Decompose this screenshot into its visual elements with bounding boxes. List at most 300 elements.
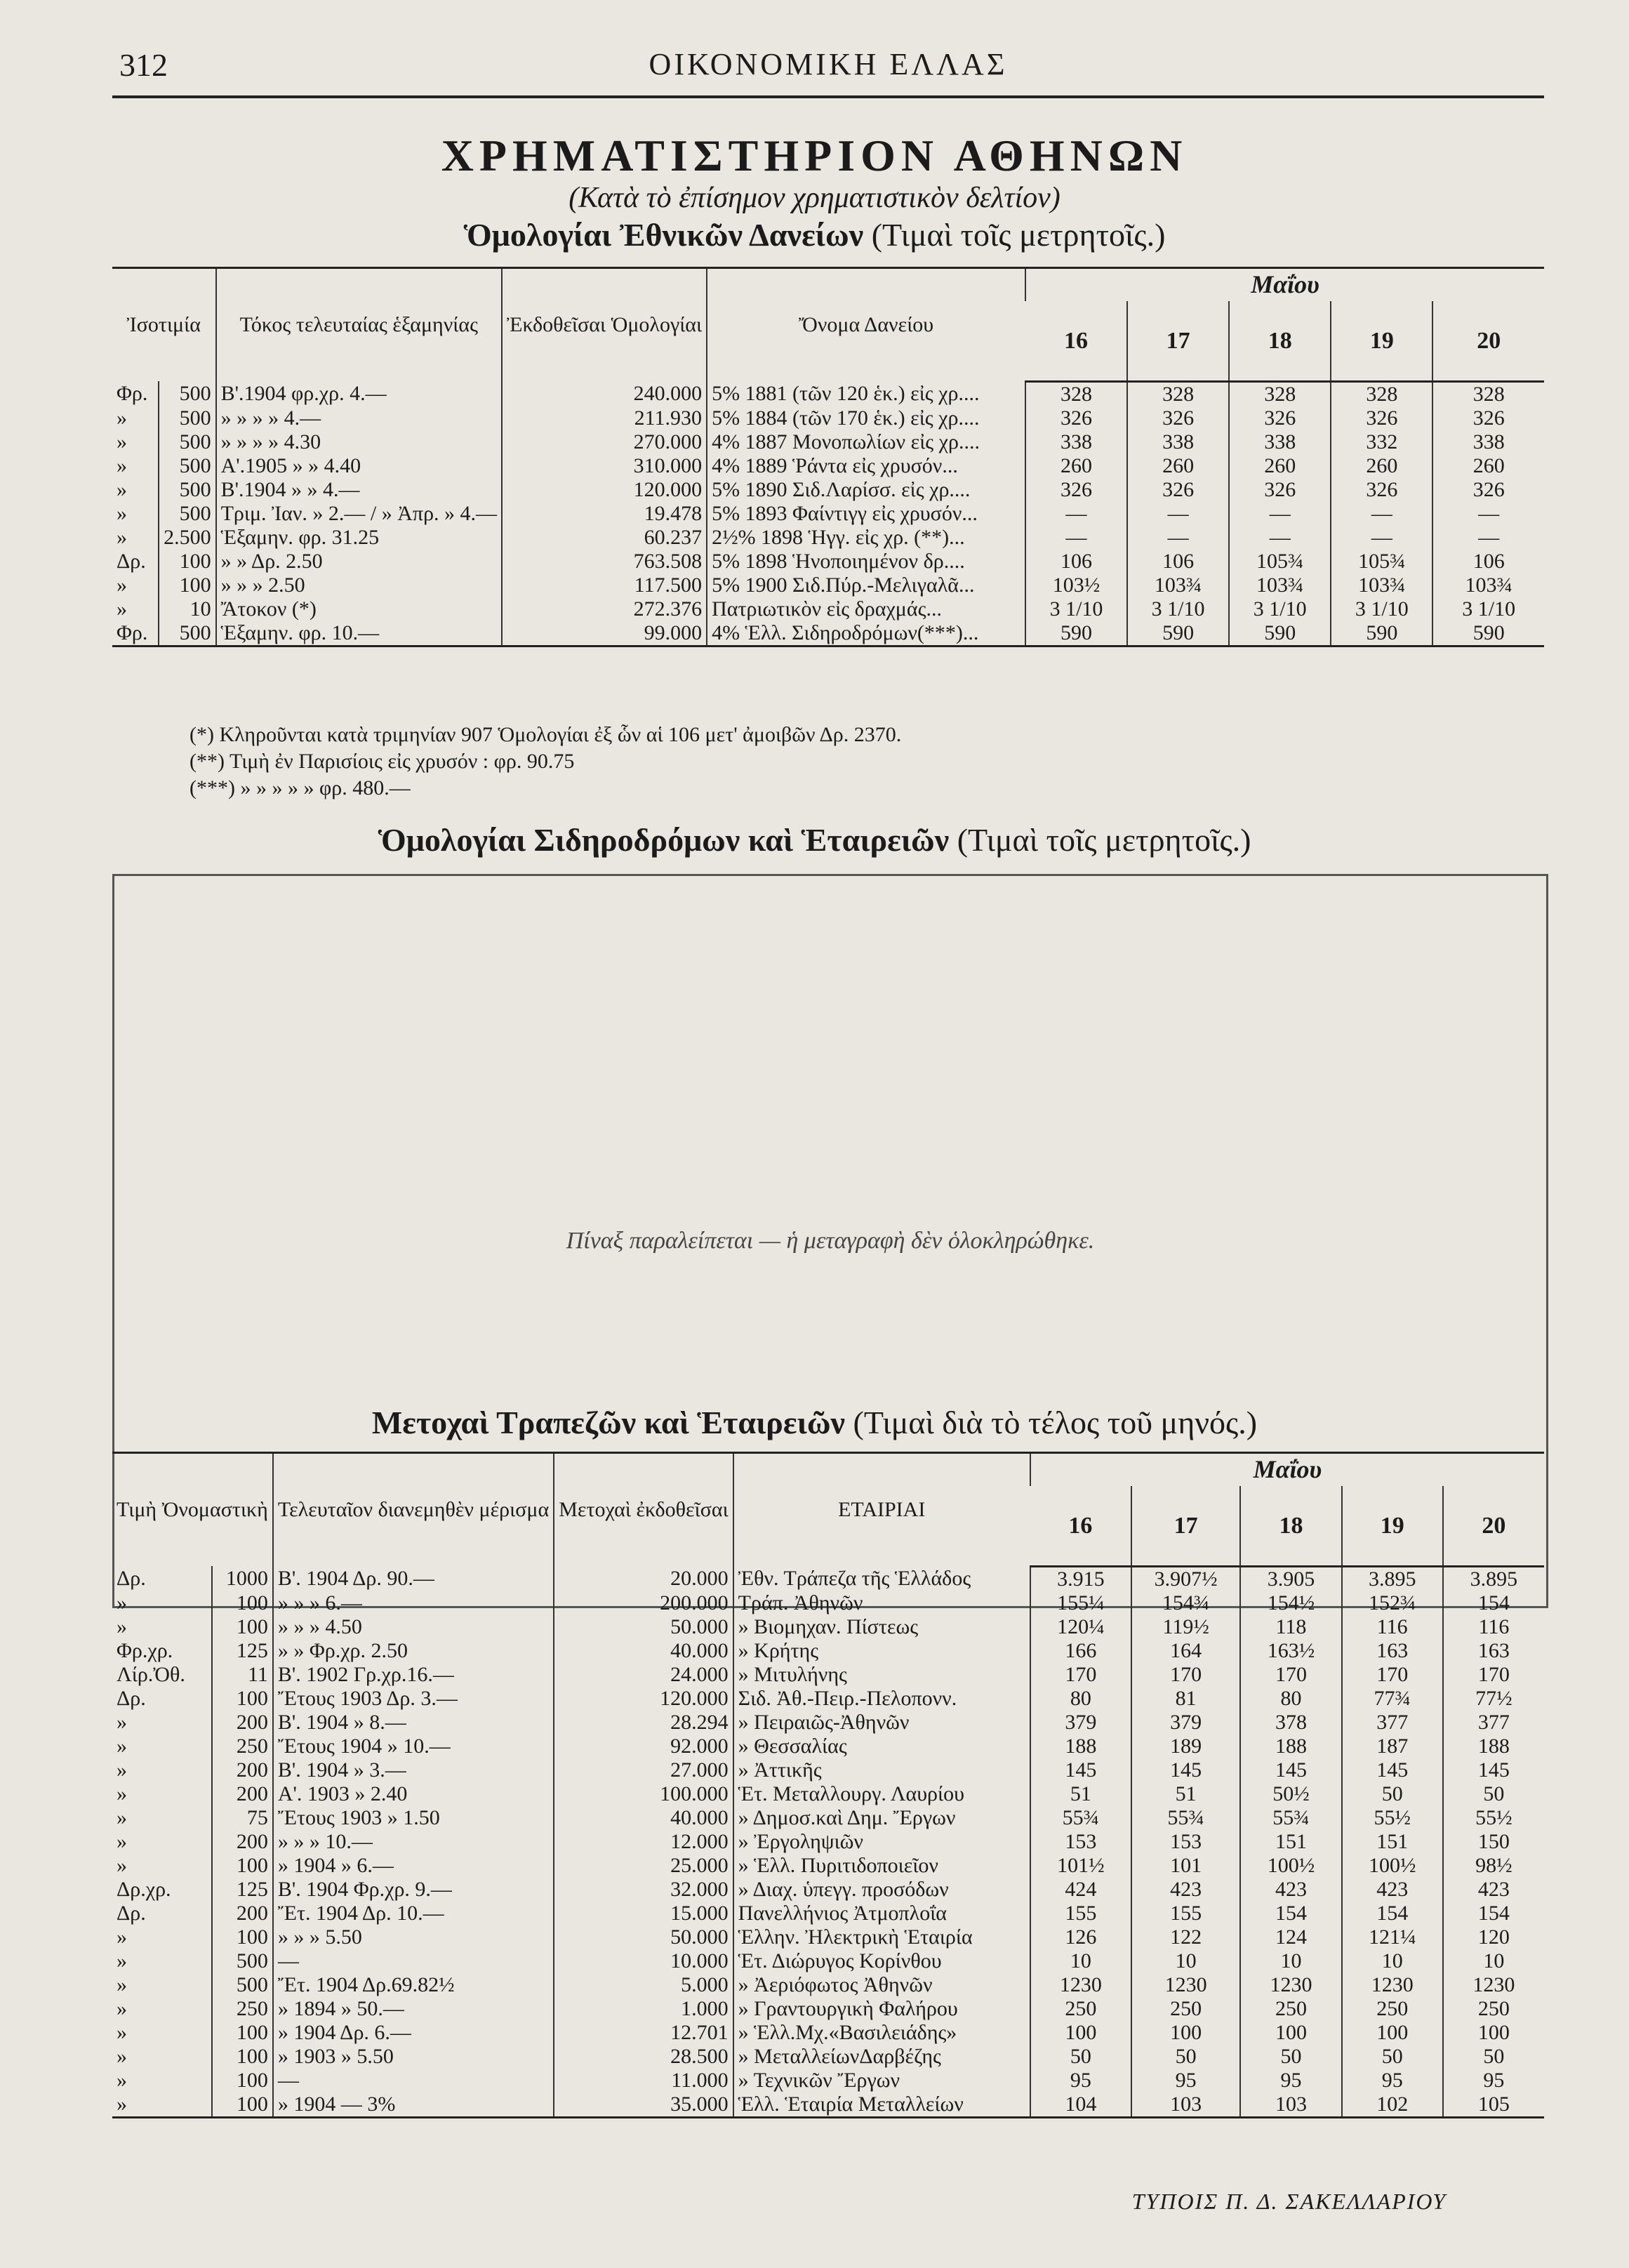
price-cell: 590: [1127, 621, 1229, 646]
loan-name-cell: 5% 1884 (τῶν 170 ἑκ.) εἰς χρ....: [707, 406, 1025, 430]
currency-cell: »: [117, 1805, 127, 1829]
par-cell: 75: [212, 1806, 273, 1830]
price-cell: —: [1432, 526, 1544, 550]
company-name-cell: » Πειραιῶς-Ἀθηνῶν: [733, 1711, 1030, 1735]
table-row: [112, 406, 1544, 430]
price-cell: 80: [1030, 1687, 1131, 1711]
currency-cell: »: [117, 2068, 127, 2092]
currency-cell: Δρ.: [117, 1901, 146, 1925]
day-header: 18: [1240, 1486, 1341, 1566]
par-cell: 11: [212, 1663, 273, 1687]
loan-name-cell: 5% 1881 (τῶν 120 ἑκ.) εἰς χρ....: [707, 381, 1025, 406]
shares-cell: 50.000: [554, 1925, 733, 1949]
par-cell: 125: [212, 1639, 273, 1663]
currency-cell: »: [117, 1591, 127, 1614]
price-cell: 100: [1240, 2021, 1341, 2045]
dividend-cell: » 1903 » 5.50: [273, 2045, 554, 2069]
price-cell: 250: [1131, 1997, 1240, 2021]
table-row: [112, 573, 1544, 597]
currency-cell: »: [117, 1734, 127, 1758]
table-row: [112, 1830, 1544, 1854]
shares-cell: 200.000: [554, 1591, 733, 1615]
day-header: 20: [1443, 1486, 1544, 1566]
table-row: [112, 430, 1544, 454]
table-row: [112, 478, 1544, 502]
price-cell: 151: [1240, 1830, 1341, 1854]
price-cell: 80: [1240, 1687, 1341, 1711]
price-cell: 120: [1443, 1925, 1544, 1949]
price-cell: 124: [1240, 1925, 1341, 1949]
currency-cell: »: [117, 1853, 127, 1877]
price-cell: 103¾: [1331, 573, 1432, 597]
day-header: 20: [1432, 301, 1544, 381]
price-cell: 50½: [1240, 1782, 1341, 1806]
par-cell: 100: [212, 1925, 273, 1949]
coupon-cell: » » » » 4.30: [216, 430, 502, 454]
par-cell: 10: [159, 597, 216, 621]
price-cell: 590: [1331, 621, 1432, 646]
price-cell: 106: [1432, 550, 1544, 573]
footnote: (*) Κληροῦνται κατὰ τριμηνίαν 907 Ὁμολογίαι ἐξ ὧν αἱ 106 μετ' ἀμοιβῶν Δρ. 2370.: [190, 723, 902, 746]
dividend-cell: Ἔτ. 1904 Δρ.69.82½: [273, 1973, 554, 1997]
currency-cell: »: [117, 525, 127, 549]
price-cell: 326: [1331, 406, 1432, 430]
loan-name-cell: 4% 1887 Μονοπωλίων εἰς χρ....: [707, 430, 1025, 454]
company-name-cell: Πανελλήνιος Ἀτμοπλοΐα: [733, 1902, 1030, 1925]
table-row: [112, 1782, 1544, 1806]
col-shares-issued: Μετοχαὶ ἐκδοθεῖσαι: [554, 1453, 733, 1567]
price-cell: 163½: [1240, 1639, 1341, 1663]
price-cell: 145: [1443, 1758, 1544, 1782]
price-cell: 424: [1030, 1878, 1131, 1902]
company-name-cell: » Δημοσ.καὶ Δημ. Ἔργων: [733, 1806, 1030, 1830]
price-cell: 326: [1127, 478, 1229, 502]
currency-cell: Λίρ.Ὀθ.: [117, 1662, 185, 1686]
price-cell: 145: [1342, 1758, 1443, 1782]
price-cell: 260: [1127, 454, 1229, 478]
day-header: 16: [1030, 1486, 1131, 1566]
price-cell: 119½: [1131, 1615, 1240, 1639]
bank-shares-table: [112, 1452, 1544, 2118]
price-cell: 106: [1025, 550, 1127, 573]
shares-cell: 32.000: [554, 1878, 733, 1902]
par-cell: 500: [159, 502, 216, 526]
shares-cell: 100.000: [554, 1782, 733, 1806]
issued-cell: 763.508: [502, 550, 707, 573]
company-name-cell: » Κρήτης: [733, 1639, 1030, 1663]
dividend-cell: Β'. 1902 Γρ.χρ.16.—: [273, 1663, 554, 1687]
par-cell: 100: [212, 1687, 273, 1711]
par-cell: 500: [159, 478, 216, 502]
company-name-cell: » Βιομηχαν. Πίστεως: [733, 1615, 1030, 1639]
price-cell: 103: [1131, 2093, 1240, 2118]
price-cell: 3.907½: [1131, 1566, 1240, 1591]
price-cell: 154½: [1240, 1591, 1341, 1615]
currency-cell: »: [117, 1710, 127, 1734]
table-row: [112, 2045, 1544, 2069]
price-cell: 189: [1131, 1735, 1240, 1758]
shares-cell: 24.000: [554, 1663, 733, 1687]
price-cell: 332: [1331, 430, 1432, 454]
par-cell: 125: [212, 1878, 273, 1902]
day-header: 19: [1342, 1486, 1443, 1566]
price-cell: 100: [1342, 2021, 1443, 2045]
dividend-cell: Α'. 1903 » 2.40: [273, 1782, 554, 1806]
price-cell: 170: [1443, 1663, 1544, 1687]
shares-cell: 92.000: [554, 1735, 733, 1758]
dividend-cell: » » Φρ.χρ. 2.50: [273, 1639, 554, 1663]
shares-cell: 25.000: [554, 1854, 733, 1878]
price-cell: 164: [1131, 1639, 1240, 1663]
section3-heading: [0, 1404, 1629, 1441]
price-cell: 154: [1240, 1902, 1341, 1925]
price-cell: 55¾: [1030, 1806, 1131, 1830]
loan-name-cell: 4% 1889 Ῥάντα εἰς χρυσόν...: [707, 454, 1025, 478]
price-cell: 155¼: [1030, 1591, 1131, 1615]
currency-cell: »: [117, 501, 127, 525]
price-cell: 338: [1127, 430, 1229, 454]
price-cell: 326: [1025, 406, 1127, 430]
price-cell: 122: [1131, 1925, 1240, 1949]
price-cell: 3.915: [1030, 1566, 1131, 1591]
price-cell: —: [1229, 502, 1331, 526]
price-cell: —: [1025, 502, 1127, 526]
price-cell: —: [1127, 526, 1229, 550]
price-cell: —: [1432, 502, 1544, 526]
par-cell: 100: [212, 1615, 273, 1639]
price-cell: 95: [1240, 2069, 1341, 2093]
par-cell: 1000: [212, 1566, 273, 1591]
price-cell: 338: [1025, 430, 1127, 454]
currency-cell: »: [117, 1925, 127, 1949]
company-name-cell: » Ἀεριόφωτος Ἀθηνῶν: [733, 1973, 1030, 1997]
par-cell: 200: [212, 1711, 273, 1735]
price-cell: 3 1/10: [1229, 597, 1331, 621]
par-cell: 500: [159, 454, 216, 478]
price-cell: 103¾: [1432, 573, 1544, 597]
table-row: [112, 621, 1544, 646]
col-par-value: Τιμὴ Ὀνομαστικὴ: [112, 1453, 273, 1567]
price-cell: 1230: [1342, 1973, 1443, 1997]
price-cell: —: [1229, 526, 1331, 550]
dividend-cell: » » » 10.—: [273, 1830, 554, 1854]
price-cell: 3 1/10: [1127, 597, 1229, 621]
price-cell: 103¾: [1127, 573, 1229, 597]
price-cell: 77½: [1443, 1687, 1544, 1711]
company-name-cell: » Γραντουργικὴ Φαλήρου: [733, 1997, 1030, 2021]
currency-cell: »: [117, 2044, 127, 2068]
price-cell: 120¼: [1030, 1615, 1131, 1639]
price-cell: 3.895: [1342, 1566, 1443, 1591]
par-cell: 500: [212, 1949, 273, 1973]
price-cell: 328: [1432, 381, 1544, 406]
dividend-cell: » 1904 Δρ. 6.—: [273, 2021, 554, 2045]
table-row: [112, 1687, 1544, 1711]
day-header: 17: [1127, 301, 1229, 381]
loan-name-cell: 5% 1893 Φαίντιγγ εἰς χρυσόν...: [707, 502, 1025, 526]
table-row: [112, 2069, 1544, 2093]
price-cell: 106: [1127, 550, 1229, 573]
price-cell: 95: [1443, 2069, 1544, 2093]
loan-name-cell: 4% Ἑλλ. Σιδηροδρόμων(***)...: [707, 621, 1025, 646]
price-cell: 105: [1443, 2093, 1544, 2118]
currency-cell: »: [117, 477, 127, 501]
par-cell: 500: [159, 430, 216, 454]
price-cell: 155: [1131, 1902, 1240, 1925]
section1-heading-bold: Ὁμολογίαι Ἐθνικῶν Δανείων: [463, 217, 864, 253]
price-cell: 260: [1331, 454, 1432, 478]
price-cell: 100: [1030, 2021, 1131, 2045]
col-company: ΕΤΑΙΡΙΑΙ: [733, 1453, 1030, 1567]
coupon-cell: Ἄτοκον (*): [216, 597, 502, 621]
company-name-cell: » Διαχ. ὑπεγγ. προσόδων: [733, 1878, 1030, 1902]
par-cell: 250: [212, 1735, 273, 1758]
table-row: [112, 2021, 1544, 2045]
price-cell: 51: [1030, 1782, 1131, 1806]
company-name-cell: Ἐθν. Τράπεζα τῆς Ἑλλάδος: [733, 1566, 1030, 1591]
shares-cell: 12.000: [554, 1830, 733, 1854]
price-cell: 590: [1432, 621, 1544, 646]
table-row: [112, 1735, 1544, 1758]
price-cell: 103¾: [1229, 573, 1331, 597]
running-title: ΟΙΚΟΝΟΜΙΚΗ ΕΛΛΑΣ: [649, 47, 1008, 81]
price-cell: 326: [1229, 478, 1331, 502]
price-cell: 50: [1030, 2045, 1131, 2069]
table-row: [112, 1591, 1544, 1615]
price-cell: 326: [1432, 406, 1544, 430]
header-rule: [112, 95, 1544, 98]
loan-name-cell: 5% 1898 Ἡνοποιημένον δρ....: [707, 550, 1025, 573]
table-row: [112, 1615, 1544, 1639]
col-par: Ἰσοτιμία: [112, 268, 216, 382]
par-cell: 100: [159, 573, 216, 597]
price-cell: 170: [1342, 1663, 1443, 1687]
col-dividend: Τελευταῖον διανεμηθὲν μέρισμα: [273, 1453, 554, 1567]
price-cell: —: [1331, 526, 1432, 550]
par-cell: 250: [212, 1997, 273, 2021]
table-row: [112, 526, 1544, 550]
par-cell: 100: [212, 2021, 273, 2045]
dividend-cell: Ἔτ. 1904 Δρ. 10.—: [273, 1902, 554, 1925]
section3-heading-bold: Μετοχαὶ Τραπεζῶν καὶ Ἑταιρειῶν: [371, 1405, 845, 1440]
price-cell: 163: [1443, 1639, 1544, 1663]
price-cell: 326: [1432, 478, 1544, 502]
price-cell: 3 1/10: [1331, 597, 1432, 621]
price-cell: 95: [1131, 2069, 1240, 2093]
shares-cell: 28.500: [554, 2045, 733, 2069]
coupon-cell: Ἑξαμην. φρ. 10.—: [216, 621, 502, 646]
dividend-cell: » 1904 » 6.—: [273, 1854, 554, 1878]
price-cell: 188: [1443, 1735, 1544, 1758]
price-cell: 153: [1030, 1830, 1131, 1854]
issued-cell: 99.000: [502, 621, 707, 646]
price-cell: 55½: [1342, 1806, 1443, 1830]
par-cell: 100: [212, 2045, 273, 2069]
price-cell: 377: [1342, 1711, 1443, 1735]
section2-heading: [0, 821, 1629, 858]
price-cell: 101½: [1030, 1854, 1131, 1878]
price-cell: 188: [1240, 1735, 1341, 1758]
dividend-cell: » » » 6.—: [273, 1591, 554, 1615]
issued-cell: 272.376: [502, 597, 707, 621]
company-name-cell: » Τεχνικῶν Ἔργων: [733, 2069, 1030, 2093]
dividend-cell: Ἔτους 1903 » 1.50: [273, 1806, 554, 1830]
shares-cell: 40.000: [554, 1639, 733, 1663]
table-row: [112, 1997, 1544, 2021]
price-cell: 3 1/10: [1432, 597, 1544, 621]
price-cell: 377: [1443, 1711, 1544, 1735]
price-cell: 150: [1443, 1830, 1544, 1854]
shares-cell: 20.000: [554, 1566, 733, 1591]
company-name-cell: Σιδ. Ἀθ.-Πειρ.-Πελοπονν.: [733, 1687, 1030, 1711]
price-cell: 338: [1432, 430, 1544, 454]
price-cell: —: [1025, 526, 1127, 550]
company-name-cell: Ἑτ. Μεταλλουργ. Λαυρίου: [733, 1782, 1030, 1806]
price-cell: 153: [1131, 1830, 1240, 1854]
currency-cell: »: [117, 597, 127, 621]
price-cell: 250: [1342, 1997, 1443, 2021]
price-cell: 250: [1030, 1997, 1131, 2021]
company-name-cell: » Ἑλλ. Πυριτιδοποιεῖον: [733, 1854, 1030, 1878]
price-cell: 118: [1240, 1615, 1341, 1639]
price-cell: 10: [1030, 1949, 1131, 1973]
price-cell: 423: [1443, 1878, 1544, 1902]
price-cell: 260: [1025, 454, 1127, 478]
currency-cell: »: [117, 406, 127, 430]
price-cell: 155: [1030, 1902, 1131, 1925]
price-cell: 152¾: [1342, 1591, 1443, 1615]
coupon-cell: Ἑξαμην. φρ. 31.25: [216, 526, 502, 550]
coupon-cell: Τριμ. Ἰαν. » 2.— / » Ἀπρ. » 4.—: [216, 502, 502, 526]
issued-cell: 310.000: [502, 454, 707, 478]
table-row: [112, 1854, 1544, 1878]
par-cell: 200: [212, 1902, 273, 1925]
company-name-cell: » Ἑλλ.Μχ.«Βασιλειάδης»: [733, 2021, 1030, 2045]
price-cell: 100: [1443, 2021, 1544, 2045]
price-cell: 100: [1131, 2021, 1240, 2045]
table-row: [112, 1902, 1544, 1925]
currency-cell: Δρ.: [117, 1686, 146, 1710]
price-cell: 166: [1030, 1639, 1131, 1663]
currency-cell: Φρ.χρ.: [117, 1638, 173, 1662]
price-cell: 1230: [1240, 1973, 1341, 1997]
shares-cell: 1.000: [554, 1997, 733, 2021]
currency-cell: »: [117, 430, 127, 453]
price-cell: 154: [1443, 1591, 1544, 1615]
omitted-note: Πίναξ παραλείπεται — ἡ μεταγραφὴ δὲν ὁλοκληρώθηκε.: [566, 1228, 1095, 1254]
price-cell: 50: [1443, 2045, 1544, 2069]
price-cell: 98½: [1443, 1854, 1544, 1878]
col-coupon: Τόκος τελευταίας ἑξαμηνίας: [216, 268, 502, 382]
price-cell: 590: [1229, 621, 1331, 646]
par-cell: 500: [159, 621, 216, 646]
shares-cell: 5.000: [554, 1973, 733, 1997]
coupon-cell: Β'.1904 φρ.χρ. 4.—: [216, 381, 502, 406]
shares-cell: 11.000: [554, 2069, 733, 2093]
par-cell: 500: [159, 381, 216, 406]
shares-cell: 120.000: [554, 1687, 733, 1711]
company-name-cell: Ἑτ. Διώρυγος Κορίνθου: [733, 1949, 1030, 1973]
dividend-cell: Ἔτους 1903 Δρ. 3.—: [273, 1687, 554, 1711]
section1-heading-rest: (Τιμαὶ τοῖς μετρητοῖς.): [871, 217, 1166, 253]
section2-heading-rest: (Τιμαὶ τοῖς μετρητοῖς.): [957, 822, 1251, 858]
issued-cell: 211.930: [502, 406, 707, 430]
price-cell: 55¾: [1240, 1806, 1341, 1830]
price-cell: 50: [1342, 1782, 1443, 1806]
page-subtitle: (Κατὰ τὸ ἐπίσημον χρηματιστικὸν δελτίον): [569, 182, 1060, 214]
dividend-cell: —: [273, 1949, 554, 1973]
par-cell: 100: [212, 2069, 273, 2093]
currency-cell: »: [117, 1996, 127, 2020]
price-cell: 10: [1342, 1949, 1443, 1973]
par-cell: 500: [159, 406, 216, 430]
price-cell: 378: [1240, 1711, 1341, 1735]
dividend-cell: Β'. 1904 Φρ.χρ. 9.—: [273, 1878, 554, 1902]
price-cell: —: [1127, 502, 1229, 526]
table-row: [112, 1806, 1544, 1830]
price-cell: 170: [1030, 1663, 1131, 1687]
price-cell: 3 1/10: [1025, 597, 1127, 621]
price-cell: 326: [1229, 406, 1331, 430]
coupon-cell: » » » 2.50: [216, 573, 502, 597]
company-name-cell: » ΜεταλλείωνΔαρβέζης: [733, 2045, 1030, 2069]
price-cell: 50: [1443, 1782, 1544, 1806]
price-cell: 328: [1127, 381, 1229, 406]
price-cell: 77¾: [1342, 1687, 1443, 1711]
dividend-cell: » » » 5.50: [273, 1925, 554, 1949]
price-cell: 100½: [1342, 1854, 1443, 1878]
price-cell: 328: [1229, 381, 1331, 406]
price-cell: 55½: [1443, 1806, 1544, 1830]
price-cell: 3.905: [1240, 1566, 1341, 1591]
par-cell: 100: [212, 1854, 273, 1878]
day-header: 18: [1229, 301, 1331, 381]
day-header: 19: [1331, 301, 1432, 381]
table-row: [112, 502, 1544, 526]
day-header: 16: [1025, 301, 1127, 381]
price-cell: 163: [1342, 1639, 1443, 1663]
page-number: 312: [119, 47, 168, 83]
currency-cell: Φρ.: [117, 381, 148, 405]
price-cell: 116: [1342, 1615, 1443, 1639]
price-cell: 10: [1443, 1949, 1544, 1973]
day-header: 17: [1131, 1486, 1240, 1566]
company-name-cell: » Ἐργοληψιῶν: [733, 1830, 1030, 1854]
company-name-cell: Ἑλλην. Ἠλεκτρικὴ Ἑταιρία: [733, 1925, 1030, 1949]
currency-cell: »: [117, 1829, 127, 1853]
price-cell: 1230: [1030, 1973, 1131, 1997]
issued-cell: 60.237: [502, 526, 707, 550]
currency-cell: Φρ.: [112, 621, 159, 646]
shares-cell: 10.000: [554, 1949, 733, 1973]
price-cell: 154: [1443, 1902, 1544, 1925]
dividend-cell: » 1894 » 50.—: [273, 1997, 554, 2021]
table-row: [112, 550, 1544, 573]
price-cell: 326: [1025, 478, 1127, 502]
price-cell: 326: [1331, 478, 1432, 502]
company-name-cell: Τράπ. Ἀθηνῶν: [733, 1591, 1030, 1615]
dividend-cell: Β'. 1904 Δρ. 90.—: [273, 1566, 554, 1591]
shares-cell: 50.000: [554, 1615, 733, 1639]
price-cell: 116: [1443, 1615, 1544, 1639]
table-row: [112, 2093, 1544, 2118]
loan-name-cell: 5% 1900 Σιδ.Πύρ.-Μελιγαλᾶ...: [707, 573, 1025, 597]
price-cell: 328: [1331, 381, 1432, 406]
price-cell: 187: [1342, 1735, 1443, 1758]
loan-name-cell: Πατριωτικὸν εἰς δραχμάς...: [707, 597, 1025, 621]
shares-cell: 40.000: [554, 1806, 733, 1830]
company-name-cell: » Μιτυλήνης: [733, 1663, 1030, 1687]
